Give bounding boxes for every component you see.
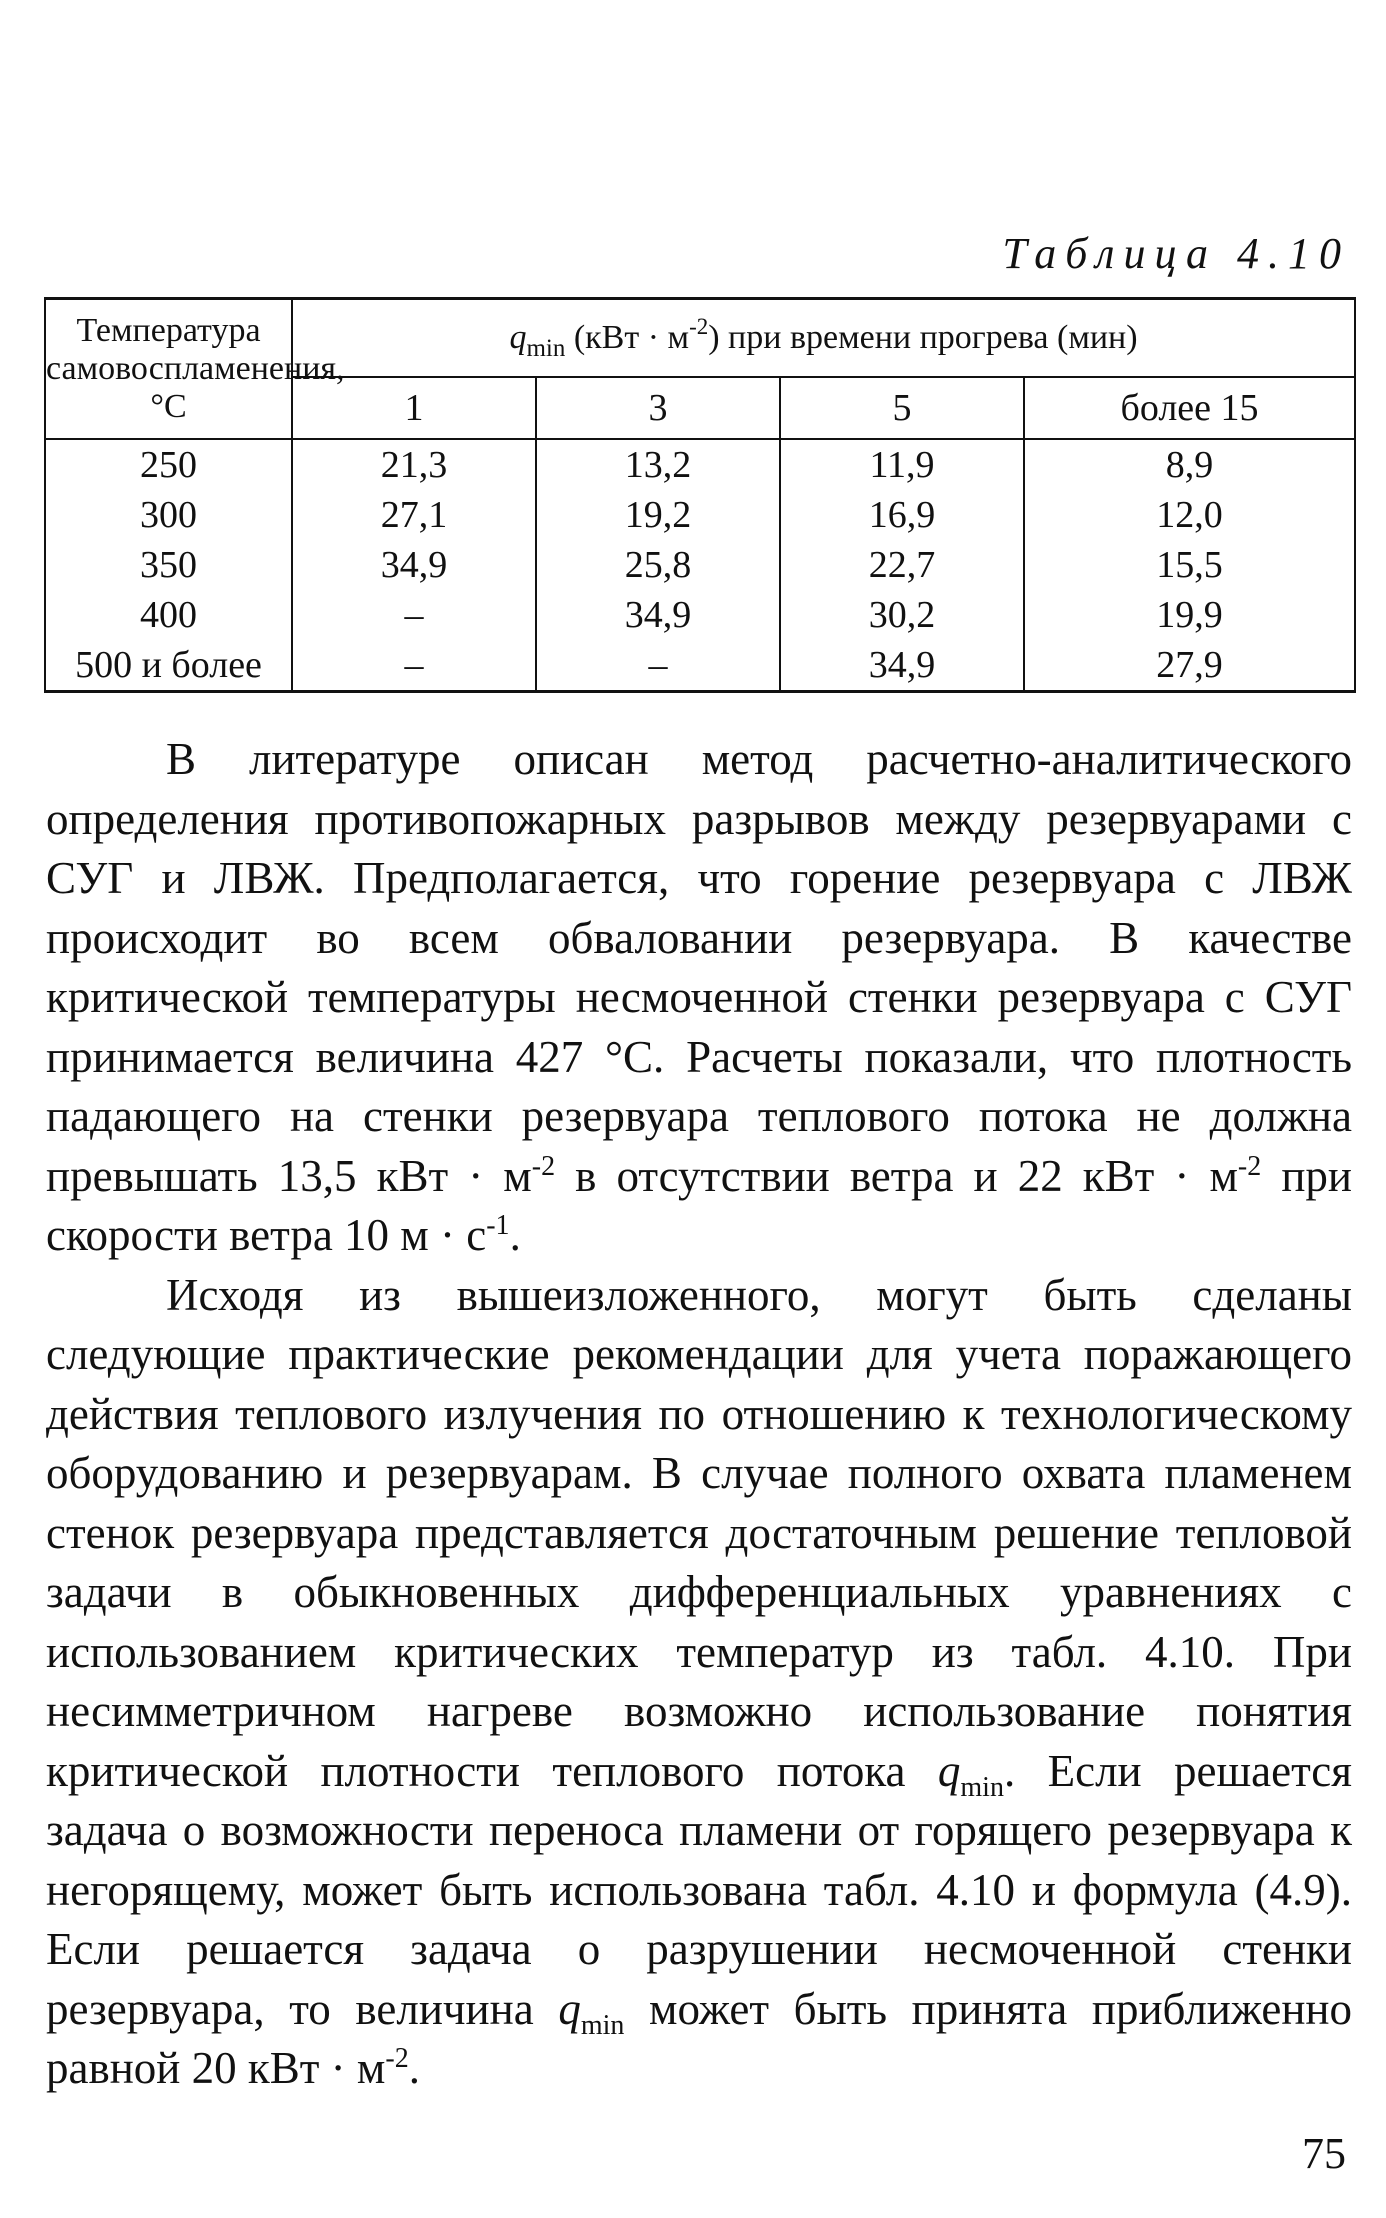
- table-row: [45, 540, 1355, 590]
- paragraph-1: [46, 730, 1352, 1266]
- paragraph-2-text-b: . Если решается задача о возможности переноса пламени от горящего резервуара к негорящему, может быть использована табл. 4.10 и формула (4.9). Если решается задача о разрушении несмоченной стенки резервуара, то величина: [46, 1745, 1352, 2034]
- table-cell: 8,9: [1024, 439, 1355, 490]
- table-caption: Таблица 4.10: [1002, 229, 1350, 278]
- table-cell: 27,9: [1024, 640, 1355, 692]
- q-symbol: q: [937, 1745, 961, 1796]
- table-cell: –: [292, 590, 536, 640]
- table-cell: 19,9: [1024, 590, 1355, 640]
- header-suffix: ) при времени прогрева (мин): [708, 319, 1138, 356]
- table-cell: 15,5: [1024, 540, 1355, 590]
- table-cell: 12,0: [1024, 490, 1355, 540]
- table-row: [45, 439, 1355, 490]
- header-time-1: 1: [292, 377, 536, 439]
- paragraph-1-text-b: в отсутствии ветра и 22 кВт · м: [555, 1150, 1238, 1201]
- paragraph-1-text-d: .: [509, 1210, 521, 1260]
- q-subscript: min: [580, 2009, 625, 2041]
- paragraph-2: [46, 1266, 1352, 2099]
- header-qmin-group: [292, 299, 1355, 378]
- header-autoignition-temp: Температура самовоспламенения, °С: [45, 299, 292, 440]
- table-cell: 25,8: [536, 540, 780, 590]
- table-cell: –: [292, 640, 536, 692]
- body-text: [46, 730, 1352, 2099]
- header-time-15plus: более 15: [1024, 377, 1355, 439]
- table-row: [45, 490, 1355, 540]
- paragraph-2-text-d: .: [408, 2043, 420, 2093]
- paragraph-2-text-a: Исходя из вышеизложенного, могут быть сделаны следующие практические рекомендации для учета поражающего действия теплового излучения по отношению к технологическому оборудованию и резервуарам. В случае полного охвата пламенем стенок резервуара представляется достаточным решение тепловой задачи в обыкновенных дифференциальных уравнениях с использованием критических температур из табл. 4.10. При несимметричном нагреве возможно использование понятия критической плотности теплового потока: [46, 1269, 1352, 1796]
- exponent: -1: [486, 1210, 510, 1241]
- page-number: 75: [1302, 2129, 1346, 2178]
- table-cell: 350: [45, 540, 292, 590]
- table-cell: 34,9: [536, 590, 780, 640]
- exponent: -2: [531, 1150, 556, 1182]
- exponent: -2: [1237, 1150, 1262, 1182]
- table-cell: –: [536, 640, 780, 692]
- heat-flux-table: [44, 297, 1356, 693]
- table-cell: 500 и более: [45, 640, 292, 692]
- table-cell: 16,9: [780, 490, 1024, 540]
- q-symbol: q: [509, 319, 527, 356]
- header-time-5: 5: [780, 377, 1024, 439]
- table-cell: 27,1: [292, 490, 536, 540]
- table-cell: 400: [45, 590, 292, 640]
- paragraph-1-text-c: при скорости ветра 10 м · с: [46, 1150, 1352, 1260]
- table-cell: 13,2: [536, 439, 780, 490]
- q-symbol: q: [558, 1983, 581, 2034]
- table-cell: 11,9: [780, 439, 1024, 490]
- table-cell: 34,9: [292, 540, 536, 590]
- table-cell: 30,2: [780, 590, 1024, 640]
- table-cell: 300: [45, 490, 292, 540]
- q-subscript: min: [960, 1771, 1004, 1803]
- table-cell: 21,3: [292, 439, 536, 490]
- table-cell: 250: [45, 439, 292, 490]
- exponent: -2: [385, 2043, 409, 2074]
- table-cell: 34,9: [780, 640, 1024, 692]
- header-unit-exponent: -2: [689, 314, 709, 339]
- table-cell: 19,2: [536, 490, 780, 540]
- paragraph-1-text-a: В литературе описан метод расчетно-аналитического определения противопожарных разрывов между резервуарами с СУГ и ЛВЖ. Предполагается, что горение резервуара с ЛВЖ происходит во всем обваловании резервуара. В качестве критической температуры несмоченной стенки резервуара с СУГ принимается величина 427 °С. Расчеты показали, что плотность падающего на стенки резервуара теплового потока не должна превышать 13,5 кВт · м: [46, 734, 1352, 1201]
- q-subscript: min: [526, 335, 566, 362]
- header-time-3: 3: [536, 377, 780, 439]
- table-cell: 22,7: [780, 540, 1024, 590]
- table-row: [45, 640, 1355, 692]
- table-row: [45, 590, 1355, 640]
- paragraph-2-text-c: может быть принята приближенно равной 20 кВт · м: [46, 1983, 1353, 2093]
- header-unit: (кВт · м: [565, 319, 690, 356]
